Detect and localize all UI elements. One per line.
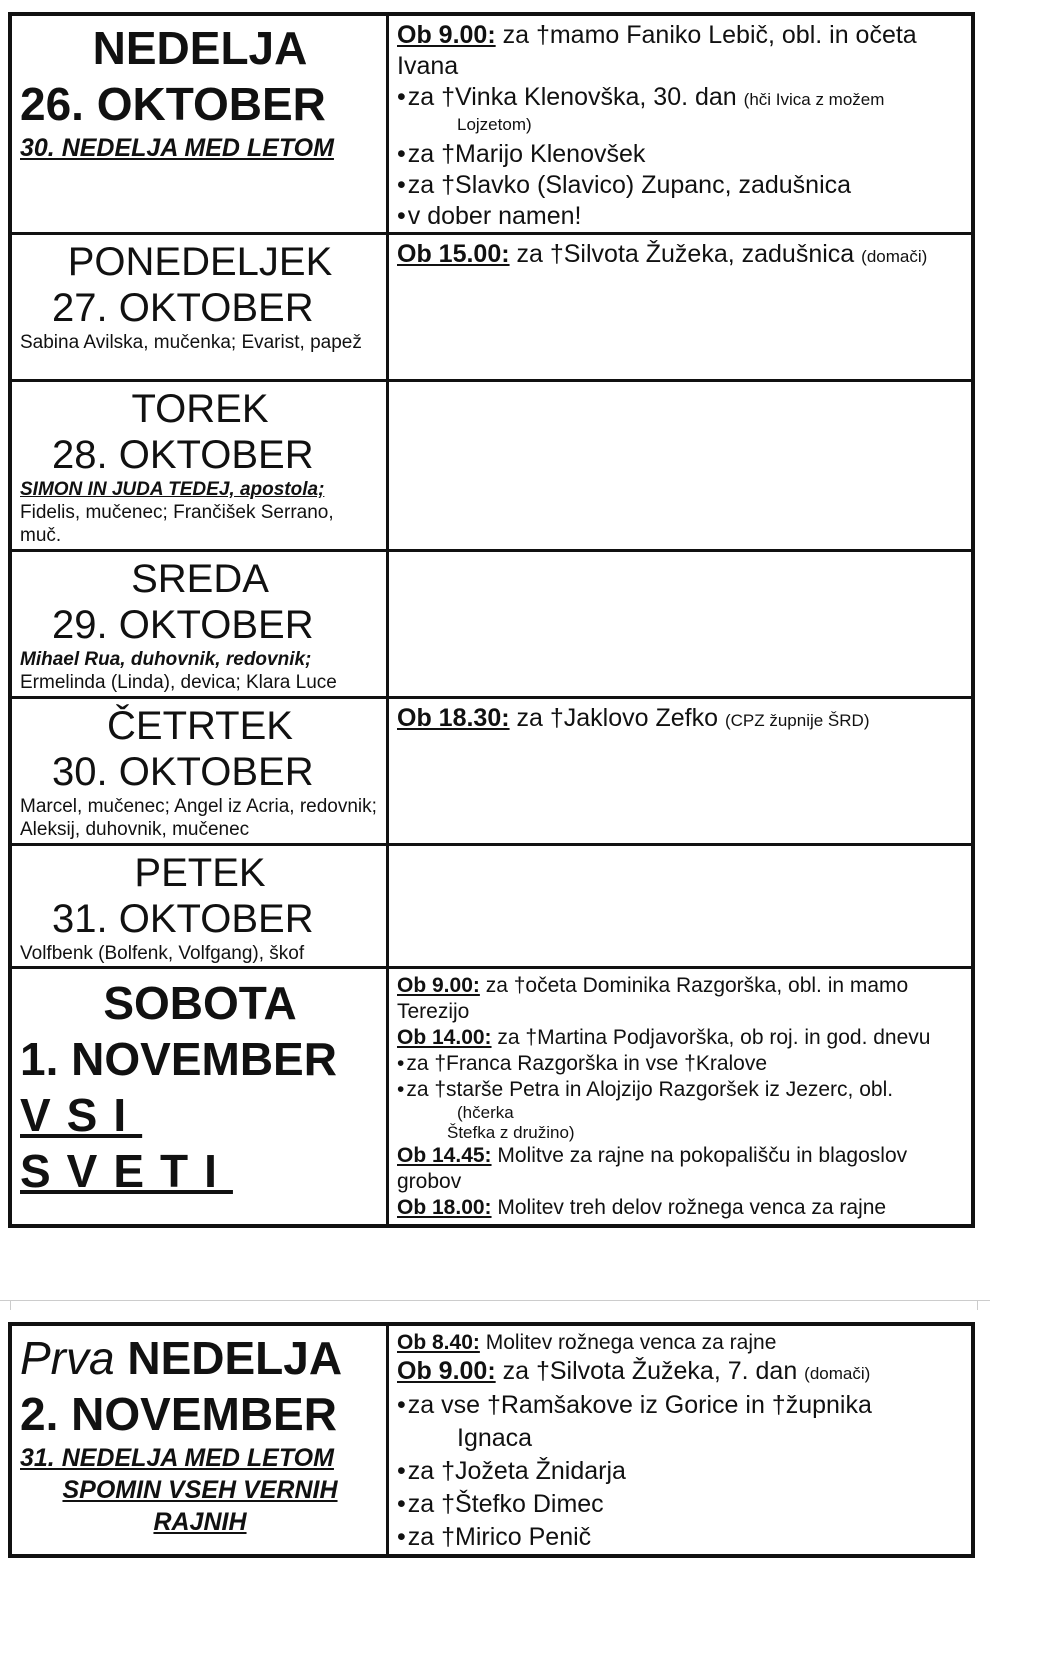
day-row [10, 381, 973, 551]
mass-intention: za †očeta Dominika Razgorška, obl. in mamo Terezijo [397, 974, 909, 1023]
mass-entry [397, 1330, 963, 1356]
date: 30. OKTOBER [52, 750, 314, 794]
day-cell [10, 845, 388, 968]
mass-time: Ob 9.00: [397, 1357, 496, 1385]
date: 27. OKTOBER [52, 286, 314, 330]
page-divider-tick [977, 1300, 978, 1310]
mass-time: Ob 15.00: [397, 240, 510, 268]
weekday: NEDELJA [92, 22, 308, 74]
saints: Fidelis, mučenec; Frančišek Serrano, muč. [20, 502, 334, 546]
saints: Ermelinda (Linda), devica; Klara Luce [20, 672, 337, 693]
mass-note: Štefka z družino) [447, 1123, 575, 1142]
mass-entry [397, 973, 963, 1025]
liturgical-subtitle: 31. NEDELJA MED LETOM [20, 1444, 334, 1472]
date: 29. OKTOBER [52, 603, 314, 647]
date: 28. OKTOBER [52, 433, 314, 477]
day-cell [10, 381, 388, 551]
mass-entry: • za †Marijo Klenovšek [397, 139, 963, 170]
day-cell [10, 14, 388, 234]
mass-intention: za †Silvota Žužeka, zadušnica [509, 240, 855, 268]
day-row [10, 1324, 973, 1556]
mass-intention: Molitve za rajne na pokopališču in blagoslov grobov [397, 1144, 908, 1193]
day-cell [10, 234, 388, 381]
mass-entry: • za †Franca Razgorška in vse †Kralove [397, 1051, 963, 1077]
mass-time: Ob 18.00: [397, 1196, 492, 1219]
mass-entry [397, 20, 963, 82]
page-divider [0, 1300, 990, 1301]
mass-cell [388, 381, 974, 551]
mass-entry-continued: Ignaca [457, 1424, 533, 1452]
mass-cell [388, 234, 974, 381]
weekday: PETEK [134, 851, 266, 895]
mass-time: Ob 18.30: [397, 704, 510, 732]
saints: Sabina Avilska, mučenka; Evarist, papež [20, 332, 362, 353]
day-cell [10, 1324, 388, 1556]
mass-cell [388, 14, 974, 234]
mass-cell [388, 845, 974, 968]
weekday-prefix: Prva [20, 1332, 115, 1384]
day-row [10, 968, 973, 1226]
liturgical-subtitle: SPOMIN VSEH VERNIH [62, 1476, 338, 1504]
page-divider-tick [10, 1300, 11, 1310]
mass-intention: za †Jaklovo Zefko [509, 704, 718, 732]
weekly-schedule-table [8, 12, 975, 1228]
date: 31. OKTOBER [52, 897, 314, 941]
mass-entry: • za †Štefko Dimec [397, 1488, 963, 1521]
day-row [10, 234, 973, 381]
mass-entry [397, 1356, 963, 1389]
weekday-line [20, 1330, 380, 1386]
day-cell [10, 551, 388, 698]
mass-cell [388, 698, 974, 845]
feast: SIMON IN JUDA TEDEJ, apostola; [20, 479, 325, 500]
mass-intention: Molitev rožnega venca za rajne [479, 1331, 777, 1354]
mass-entry: • za †Slavko (Slavico) Zupanc, zadušnica [397, 170, 963, 201]
date: 1. NOVEMBER [20, 1033, 337, 1085]
mass-entry [397, 1025, 963, 1051]
mass-note: (domači) [804, 1364, 871, 1383]
mass-entry [397, 703, 963, 736]
mass-time: Ob 8.40: [397, 1331, 480, 1354]
mass-time: Ob 9.00: [397, 21, 496, 49]
mass-entry: • za †Jožeta Žnidarja [397, 1455, 963, 1488]
mass-note: (hčerka [457, 1103, 514, 1122]
mass-entry: • za †starše Petra in Alojzijo Razgoršek iz Jezerc, obl. [397, 1077, 963, 1103]
mass-cell [388, 968, 974, 1226]
mass-entry [397, 1143, 963, 1195]
mass-time: Ob 14.00: [397, 1026, 492, 1049]
mass-time: Ob 14.45: [397, 1144, 492, 1167]
mass-time: Ob 9.00: [397, 974, 480, 997]
day-cell [10, 698, 388, 845]
sunday-schedule-table [8, 1322, 975, 1558]
liturgical-subtitle: RAJNIH [153, 1508, 247, 1536]
mass-note: Lojzetom) [457, 115, 532, 134]
weekday: SREDA [131, 557, 269, 601]
day-cell [10, 968, 388, 1226]
mass-entry [397, 82, 963, 115]
mass-entry: • za †Mirico Penič [397, 1521, 963, 1554]
mass-entry [397, 1195, 963, 1221]
mass-intention: Molitev treh delov rožnega venca za rajne [491, 1196, 887, 1219]
feast: Mihael Rua, duhovnik, redovnik; [20, 649, 312, 670]
mass-note: (hči Ivica z možem [743, 90, 885, 109]
weekday: ČETRTEK [107, 704, 293, 748]
mass-intention: za †Silvota Žužeka, 7. dan [495, 1357, 798, 1385]
weekday: SOBOTA [103, 977, 297, 1029]
mass-intention: za †mamo Faniko Lebič, obl. in očeta Ivana [397, 21, 917, 80]
mass-note: (CPZ župnije ŠRD) [724, 711, 870, 730]
mass-note: (domači) [861, 247, 928, 266]
weekday: TOREK [131, 387, 269, 431]
saints: Volfbenk (Bolfenk, Volfgang), škof [20, 943, 305, 964]
day-row [10, 551, 973, 698]
date: 26. OKTOBER [20, 78, 326, 130]
day-row [10, 14, 973, 234]
mass-intention: za †Martina Podjavorška, ob roj. in god. dnevu [491, 1026, 931, 1049]
mass-entry [397, 239, 963, 272]
weekday: PONEDELJEK [67, 240, 333, 284]
day-row [10, 845, 973, 968]
feast-title: VSI SVETI [20, 1089, 233, 1197]
weekday: NEDELJA [114, 1332, 343, 1384]
mass-entry: • v dober namen! [397, 201, 963, 232]
date: 2. NOVEMBER [20, 1388, 337, 1440]
mass-entry: • za vse †Ramšakove iz Gorice in †župnika [397, 1389, 963, 1422]
saints: Marcel, mučenec; Angel iz Acria, redovnik; Aleksij, duhovnik, mučenec [20, 796, 377, 840]
mass-cell [388, 1324, 974, 1556]
mass-intention: za †Vinka Klenovška, 30. dan [407, 83, 737, 111]
day-row [10, 698, 973, 845]
mass-cell [388, 551, 974, 698]
liturgical-subtitle: 30. NEDELJA MED LETOM [20, 134, 334, 162]
